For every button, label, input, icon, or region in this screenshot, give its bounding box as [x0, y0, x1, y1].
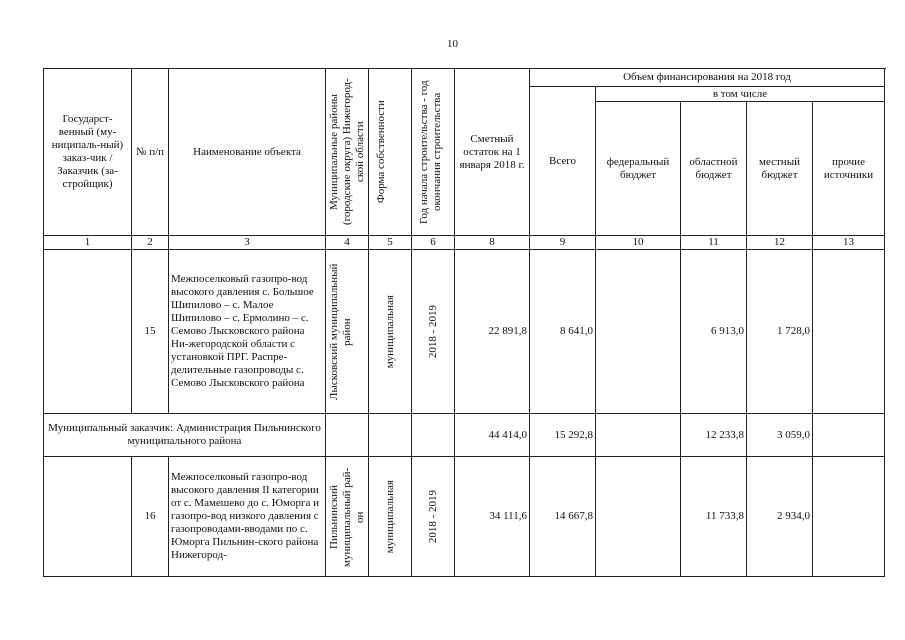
- column-number: 4: [326, 236, 369, 250]
- row-regional: 12 233,8: [681, 414, 747, 457]
- row-ownership: [369, 250, 412, 414]
- row-other: [813, 457, 885, 577]
- row-remaining: 44 414,0: [455, 414, 530, 457]
- page-number: 10: [447, 38, 458, 50]
- header-num: № п/п: [132, 69, 169, 236]
- header-remaining: Сметный остаток на 1 января 2018 г.: [455, 69, 530, 236]
- column-number: 11: [681, 236, 747, 250]
- column-number: 9: [530, 236, 596, 250]
- header-years-text: Год начала строительства - год окончания строительства: [418, 80, 443, 224]
- row-local: 2 934,0: [747, 457, 813, 577]
- row-other: [813, 414, 885, 457]
- column-number: 3: [169, 236, 326, 250]
- row-remaining: 34 111,6: [455, 457, 530, 577]
- row-ownership-text: муниципальная: [383, 479, 396, 554]
- row-regional: 11 733,8: [681, 457, 747, 577]
- header-federal: федеральный бюджет: [596, 102, 681, 236]
- column-number: 8: [455, 236, 530, 250]
- row-local: 1 728,0: [747, 250, 813, 414]
- table-row: [44, 250, 885, 414]
- row-object: Межпоселковый газопро-вод высокого давления с. Большое Шипилово – с. Малое Шипилово – с. Ермолино – с. Семово Лысковского района Ни-жегородской области с установкой ПРГ. Распре-делительные газопроводы с. Семово Лысковского района: [169, 250, 326, 414]
- header-years: [412, 69, 455, 236]
- row-ownership: [369, 457, 412, 577]
- financing-table: [43, 68, 885, 577]
- column-number: 12: [747, 236, 813, 250]
- customer-group-name: Муниципальный заказчик: Администрация Пильнинского муниципального района: [44, 414, 326, 457]
- table-row: [44, 457, 885, 577]
- row-local: 3 059,0: [747, 414, 813, 457]
- column-number: 10: [596, 236, 681, 250]
- row-district: [326, 250, 369, 414]
- row-regional: 6 913,0: [681, 250, 747, 414]
- row-district-text: Лысковский муниципальный район: [328, 263, 353, 400]
- row-ownership-text: муниципальная: [383, 294, 396, 369]
- row-num: 16: [132, 457, 169, 577]
- row-total: 14 667,8: [530, 457, 596, 577]
- row-federal: [596, 457, 681, 577]
- row-num: 15: [132, 250, 169, 414]
- header-regional: областной бюджет: [681, 102, 747, 236]
- row-years-text: 2018 - 2019: [426, 489, 439, 544]
- row-customer: [44, 457, 132, 577]
- row-remaining: 22 891,8: [455, 250, 530, 414]
- header-including: в том числе: [596, 87, 885, 102]
- column-number-row: [44, 236, 885, 250]
- column-number: 13: [813, 236, 885, 250]
- row-years: [412, 457, 455, 577]
- row-total: 15 292,8: [530, 414, 596, 457]
- header-local: местный бюджет: [747, 102, 813, 236]
- row-object: Межпоселковый газопро-вод высокого давления II категории от с. Мамешево до с. Юморга и газопро-вод низкого давления с газопроводами-вводами по с. Юморга Пильнин-ского района Нижегород-: [169, 457, 326, 577]
- header-district-text: Муниципальные районы (городские округа) Нижегород-ской области: [328, 78, 366, 226]
- row-years-text: 2018 - 2019: [426, 304, 439, 359]
- column-number: 1: [44, 236, 132, 250]
- header-financing: Объем финансирования на 2018 год: [530, 69, 885, 87]
- header-object-name: Наименование объекта: [169, 69, 326, 236]
- row-years: [412, 250, 455, 414]
- row-district-text: Пильнинский муниципальный рай-он: [328, 466, 366, 567]
- row-district: [326, 414, 369, 457]
- column-number: 2: [132, 236, 169, 250]
- header-ownership-text: Форма собственности: [375, 100, 387, 204]
- row-customer: [44, 250, 132, 414]
- row-other: [813, 250, 885, 414]
- row-ownership: [369, 414, 412, 457]
- row-years: [412, 414, 455, 457]
- header-total: Всего: [530, 87, 596, 236]
- header-customer: Государст-венный (му-ниципаль-ный) заказ-чик / Заказчик (за-стройщик): [44, 69, 132, 236]
- row-federal: [596, 414, 681, 457]
- row-total: 8 641,0: [530, 250, 596, 414]
- column-number: 5: [369, 236, 412, 250]
- row-federal: [596, 250, 681, 414]
- row-district: [326, 457, 369, 577]
- header-ownership: [369, 69, 412, 236]
- customer-group-row: [44, 414, 885, 457]
- column-number: 6: [412, 236, 455, 250]
- header-other: прочие источники: [813, 102, 885, 236]
- header-district: [326, 69, 369, 236]
